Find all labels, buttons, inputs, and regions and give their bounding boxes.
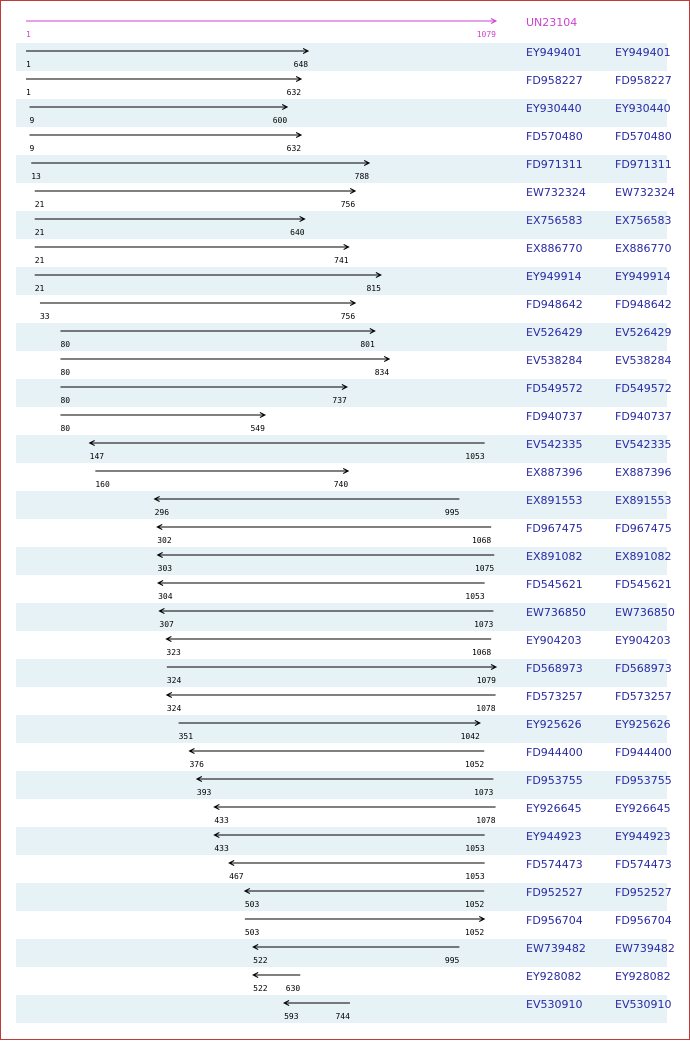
- hit-link[interactable]: EY949914: [526, 270, 582, 283]
- hit-end: 756: [340, 200, 356, 209]
- hit-link-secondary[interactable]: EY926645: [615, 802, 671, 815]
- hit-start: 303: [157, 564, 173, 573]
- hit-link[interactable]: EY928082: [526, 970, 582, 983]
- hit-link-secondary[interactable]: EY904203: [615, 634, 671, 647]
- hit-start: 393: [196, 788, 212, 797]
- hit-link[interactable]: FD971311: [526, 158, 583, 171]
- hit-start: 9: [29, 116, 35, 125]
- hit-start: 80: [60, 396, 71, 405]
- hit-start: 522: [253, 956, 268, 965]
- hit-end: 1068: [471, 536, 492, 545]
- hit-start: 522: [253, 984, 268, 993]
- hit-link[interactable]: FD545621: [526, 578, 583, 591]
- hit-link[interactable]: EX756583: [526, 214, 583, 227]
- hit-end: 1053: [465, 872, 485, 881]
- hit-end: 737: [332, 396, 347, 405]
- hit-end: 1073: [474, 620, 494, 629]
- hit-end: 632: [286, 88, 302, 97]
- hit-end: 995: [444, 956, 460, 965]
- hit-link-secondary[interactable]: EX887396: [615, 466, 672, 479]
- hit-end: 1042: [460, 732, 480, 741]
- hit-link[interactable]: EY925626: [526, 718, 582, 731]
- hit-link-secondary[interactable]: EY930440: [615, 102, 671, 115]
- hit-end: 1053: [465, 452, 485, 461]
- hit-link-secondary[interactable]: EW736850: [615, 606, 675, 619]
- hit-link[interactable]: FD568973: [526, 662, 583, 675]
- hit-link[interactable]: FD940737: [526, 410, 583, 423]
- hit-link-secondary[interactable]: EY949914: [615, 270, 671, 283]
- hit-link[interactable]: EX886770: [526, 242, 583, 255]
- hit-start: 307: [159, 620, 174, 629]
- hit-link-secondary[interactable]: FD574473: [615, 858, 672, 871]
- hit-link-secondary[interactable]: FD940737: [615, 410, 672, 423]
- query-end: 1079: [476, 30, 496, 39]
- hit-end: 815: [366, 284, 381, 293]
- hit-start: 21: [34, 256, 45, 265]
- hit-start: 302: [157, 536, 172, 545]
- hit-link[interactable]: FD967475: [526, 522, 583, 535]
- hit-end: 741: [334, 256, 349, 265]
- hit-start: 147: [89, 452, 105, 461]
- hit-link[interactable]: FD956704: [526, 914, 583, 927]
- hit-start: 80: [60, 424, 71, 433]
- hit-start: 21: [34, 284, 45, 293]
- hit-end: 1052: [464, 760, 485, 769]
- hit-link-secondary[interactable]: FD971311: [615, 158, 672, 171]
- hit-link[interactable]: EX887396: [526, 466, 583, 479]
- hit-link[interactable]: EY949401: [526, 46, 582, 59]
- hit-link[interactable]: EW739482: [526, 942, 586, 955]
- hit-link[interactable]: EV538284: [526, 354, 583, 367]
- hit-start: 1: [26, 88, 31, 97]
- hit-start: 296: [154, 508, 170, 517]
- hit-start: 33: [39, 312, 50, 321]
- hit-link[interactable]: EW732324: [526, 186, 586, 199]
- hit-link-secondary[interactable]: FD944400: [615, 746, 672, 759]
- hit-link[interactable]: FD573257: [526, 690, 583, 703]
- hit-end: 549: [250, 424, 265, 433]
- hit-link-secondary[interactable]: EY949401: [615, 46, 671, 59]
- hit-end: 995: [444, 508, 460, 517]
- hit-end: 632: [286, 144, 302, 153]
- hit-link-secondary[interactable]: EX891082: [615, 550, 672, 563]
- hit-start: 351: [178, 732, 194, 741]
- alignment-diagram: [1, 1, 690, 1041]
- hit-start: 21: [34, 200, 45, 209]
- hit-end: 740: [333, 480, 349, 489]
- hit-link-secondary[interactable]: FD570480: [615, 130, 672, 143]
- hit-link-secondary[interactable]: FD953755: [615, 774, 672, 787]
- hit-link-secondary[interactable]: FD967475: [615, 522, 672, 535]
- hit-start: 376: [189, 760, 204, 769]
- query-start: 1: [26, 30, 31, 39]
- hit-start: 21: [34, 228, 45, 237]
- hit-link[interactable]: EY944923: [526, 830, 582, 843]
- hit-start: 304: [158, 592, 173, 601]
- hit-end: 1052: [464, 928, 485, 937]
- hit-link[interactable]: EV526429: [526, 326, 583, 339]
- hit-link[interactable]: FD958227: [526, 74, 583, 87]
- hit-link-secondary[interactable]: FD956704: [615, 914, 672, 927]
- hit-link[interactable]: EV530910: [526, 998, 583, 1011]
- hit-link-secondary[interactable]: EX891553: [615, 494, 672, 507]
- hit-start: 433: [214, 844, 229, 853]
- hit-link-secondary[interactable]: FD545621: [615, 578, 672, 591]
- hit-end: 744: [335, 1012, 350, 1021]
- hit-link-secondary[interactable]: EV538284: [615, 354, 672, 367]
- hit-end: 1079: [476, 676, 496, 685]
- hit-end: 1052: [464, 900, 485, 909]
- hit-start: 433: [214, 816, 229, 825]
- hit-link-secondary[interactable]: FD568973: [615, 662, 672, 675]
- hit-link-secondary[interactable]: FD573257: [615, 690, 672, 703]
- hit-start: 323: [166, 648, 181, 657]
- hit-link-secondary[interactable]: FD958227: [615, 74, 672, 87]
- hit-start: 9: [29, 144, 35, 153]
- hit-link-secondary[interactable]: EY944923: [615, 830, 671, 843]
- hit-link[interactable]: EY930440: [526, 102, 582, 115]
- hit-end: 1068: [471, 648, 492, 657]
- hit-end: 1073: [474, 788, 494, 797]
- hit-link[interactable]: EY904203: [526, 634, 582, 647]
- hit-start: 13: [31, 172, 41, 181]
- hit-link-secondary[interactable]: EV526429: [615, 326, 672, 339]
- hit-end: 640: [290, 228, 305, 237]
- hit-end: 1075: [474, 564, 495, 573]
- hit-link-secondary[interactable]: EV542335: [615, 438, 672, 451]
- hit-link[interactable]: FD570480: [526, 130, 583, 143]
- hit-link-secondary[interactable]: EX756583: [615, 214, 672, 227]
- hit-start: 467: [229, 872, 244, 881]
- hit-end: 801: [360, 340, 375, 349]
- hit-link-secondary[interactable]: EV530910: [615, 998, 672, 1011]
- hit-link[interactable]: FD953755: [526, 774, 583, 787]
- hit-link-secondary[interactable]: FD952527: [615, 886, 672, 899]
- query-label: UN23104: [526, 16, 578, 29]
- hit-start: 593: [284, 1012, 299, 1021]
- hit-start: 1: [26, 60, 31, 69]
- hit-link[interactable]: EX891553: [526, 494, 583, 507]
- hit-link[interactable]: FD944400: [526, 746, 583, 759]
- hit-end: 756: [340, 312, 356, 321]
- hit-link[interactable]: FD952527: [526, 886, 583, 899]
- hit-link-secondary[interactable]: EX886770: [615, 242, 672, 255]
- hit-start: 80: [60, 340, 71, 349]
- hit-end: 630: [285, 984, 301, 993]
- hit-end: 834: [374, 368, 390, 377]
- hit-link[interactable]: EX891082: [526, 550, 583, 563]
- hit-link-secondary[interactable]: EW732324: [615, 186, 675, 199]
- hit-link[interactable]: EY926645: [526, 802, 582, 815]
- hit-start: 324: [166, 676, 182, 685]
- hit-start: 503: [244, 928, 260, 937]
- hit-start: 503: [244, 900, 260, 909]
- hit-end: 648: [293, 60, 309, 69]
- hit-start: 160: [95, 480, 110, 489]
- hit-start: 324: [166, 704, 182, 713]
- hit-link-secondary[interactable]: EW739482: [615, 942, 675, 955]
- hit-end: 600: [272, 116, 288, 125]
- hit-start: 80: [60, 368, 71, 377]
- hit-link-secondary[interactable]: EY928082: [615, 970, 671, 983]
- hit-link[interactable]: FD948642: [526, 298, 583, 311]
- hit-end: 788: [354, 172, 370, 181]
- hit-end: 1078: [476, 704, 496, 713]
- hit-end: 1078: [476, 816, 496, 825]
- hit-link[interactable]: EV542335: [526, 438, 583, 451]
- hit-link-secondary[interactable]: FD549572: [615, 382, 672, 395]
- hit-link[interactable]: EW736850: [526, 606, 586, 619]
- hit-link-secondary[interactable]: FD948642: [615, 298, 672, 311]
- hit-link-secondary[interactable]: EY925626: [615, 718, 671, 731]
- hit-end: 1053: [465, 844, 485, 853]
- hit-link[interactable]: FD574473: [526, 858, 583, 871]
- hit-link[interactable]: FD549572: [526, 382, 583, 395]
- hit-end: 1053: [465, 592, 485, 601]
